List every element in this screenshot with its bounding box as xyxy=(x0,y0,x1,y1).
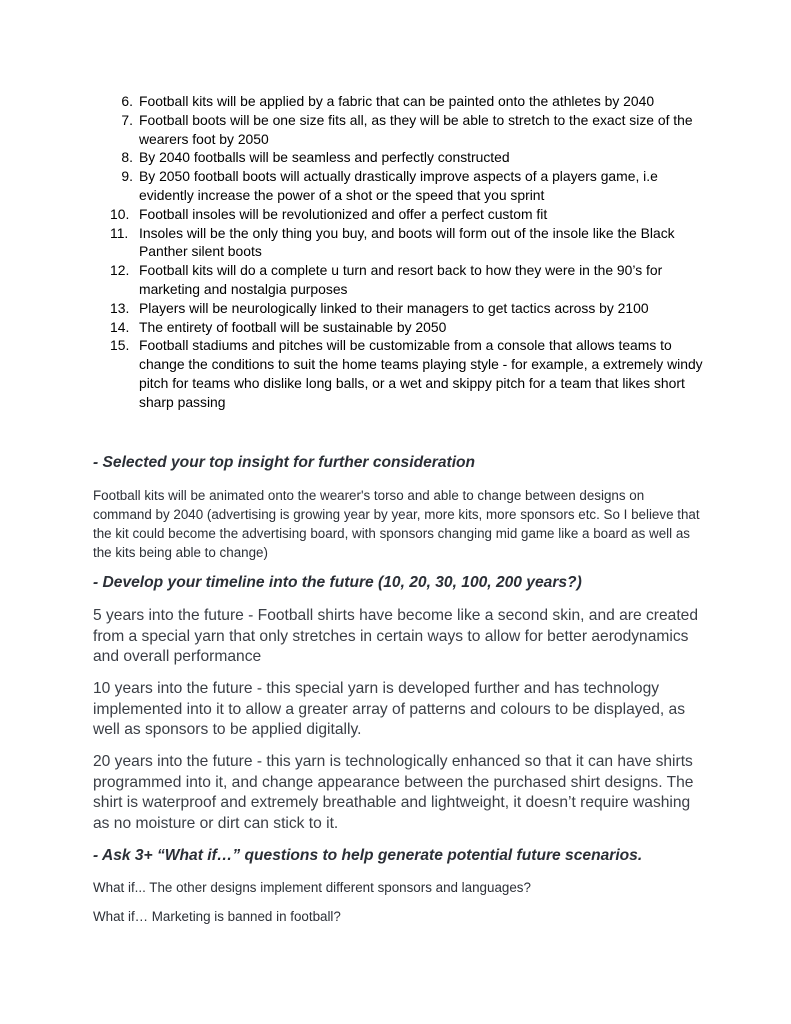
list-item xyxy=(110,336,710,411)
list-item xyxy=(110,224,710,262)
list-item xyxy=(110,299,710,318)
list-item xyxy=(110,261,710,299)
list-item xyxy=(110,148,710,167)
list-item xyxy=(110,111,710,149)
list-item-text: The entirety of football will be sustainable by 2050 xyxy=(139,318,447,335)
list-item xyxy=(110,92,710,111)
list-item-number: 12. xyxy=(110,262,130,279)
what-if-heading: - Ask 3+ “What if…” questions to help generate potential future scenarios. xyxy=(93,847,643,864)
prediction-list xyxy=(110,92,710,412)
list-item-text: Football insoles will be revolutionized and offer a perfect custom fit xyxy=(139,205,548,222)
list-item-number: 7. xyxy=(121,111,133,128)
what-if-question-1: What if... The other designs implement different sponsors and languages? xyxy=(93,880,531,895)
list-item-text: Football kits will be applied by a fabric that can be painted onto the athletes by 2040 xyxy=(139,93,655,109)
list-item-number: 8. xyxy=(121,149,133,166)
list-item-number: 13. xyxy=(110,299,130,316)
list-item-text: By 2040 footballs will be seamless and perfectly constructed xyxy=(139,149,510,166)
list-item-number: 10. xyxy=(110,205,130,222)
timeline-10-years-paragraph: 10 years into the future - this special yarn is developed further and has technology implemented into it to allow a greater array of patterns and colours to be displayed, as well as sponsors to be applied digitally. xyxy=(93,680,686,739)
list-item xyxy=(110,318,710,337)
list-item-number: 6. xyxy=(121,93,133,109)
timeline-5-years-paragraph: 5 years into the future - Football shirts have become like a second skin, and are created from a special yarn that only stretches in certain ways to allow for better aerodynamics and overall performance xyxy=(93,607,699,666)
what-if-question-2: What if… Marketing is banned in football? xyxy=(93,909,341,924)
list-item xyxy=(110,167,710,205)
list-item-number: 11. xyxy=(110,224,129,241)
list-item-text: Football kits will do a complete u turn and resort back to how they were in the 90’s for marketing and nostalgia purposes xyxy=(139,262,663,297)
list-item-text: Insoles will be the only thing you buy, and boots will form out of the insole like the Black Panther silent boots xyxy=(139,224,675,260)
timeline-20-years-paragraph: 20 years into the future - this yarn is technologically enhanced so that it can have shirts programmed into it, and change appearance between the purchased shirt designs. The shirt is waterproof and extremely breathable and lightweight, it doesn’t require washing as no moisture or dirt can stick to it. xyxy=(93,753,694,832)
list-item-number: 14. xyxy=(110,318,130,335)
top-insight-heading: - Selected your top insight for further consideration xyxy=(93,454,476,471)
top-insight-paragraph: Football kits will be animated onto the wearer's torso and able to change between designs on command by 2040 (advertising is growing year by year, more kits, more sponsors etc. So I believe that the kit could become the advertising board, with sponsors changing mid game like a board as well as the kits being able to change) xyxy=(93,488,700,560)
list-item-text: Football boots will be one size fits all, as they will be able to stretch to the exact size of the wearers foot by 2050 xyxy=(139,111,693,147)
list-item-number: 15. xyxy=(110,337,130,354)
timeline-heading: - Develop your timeline into the future (10, 20, 30, 100, 200 years?) xyxy=(93,574,582,591)
list-item-number: 9. xyxy=(121,168,133,185)
list-item xyxy=(110,205,710,224)
list-item-text: By 2050 football boots will actually drastically improve aspects of a players game, i.e evidently increase the power of a shot or the speed that you sprint xyxy=(139,168,658,203)
list-item-text: Football stadiums and pitches will be customizable from a console that allows teams to change the conditions to suit the home teams playing style - for example, a extremely windy pitch for teams who dislike long balls, or a wet and skippy pitch for a team that likes short sharp passing xyxy=(139,337,703,410)
list-item-text: Players will be neurologically linked to their managers to get tactics across by 2100 xyxy=(139,299,649,316)
